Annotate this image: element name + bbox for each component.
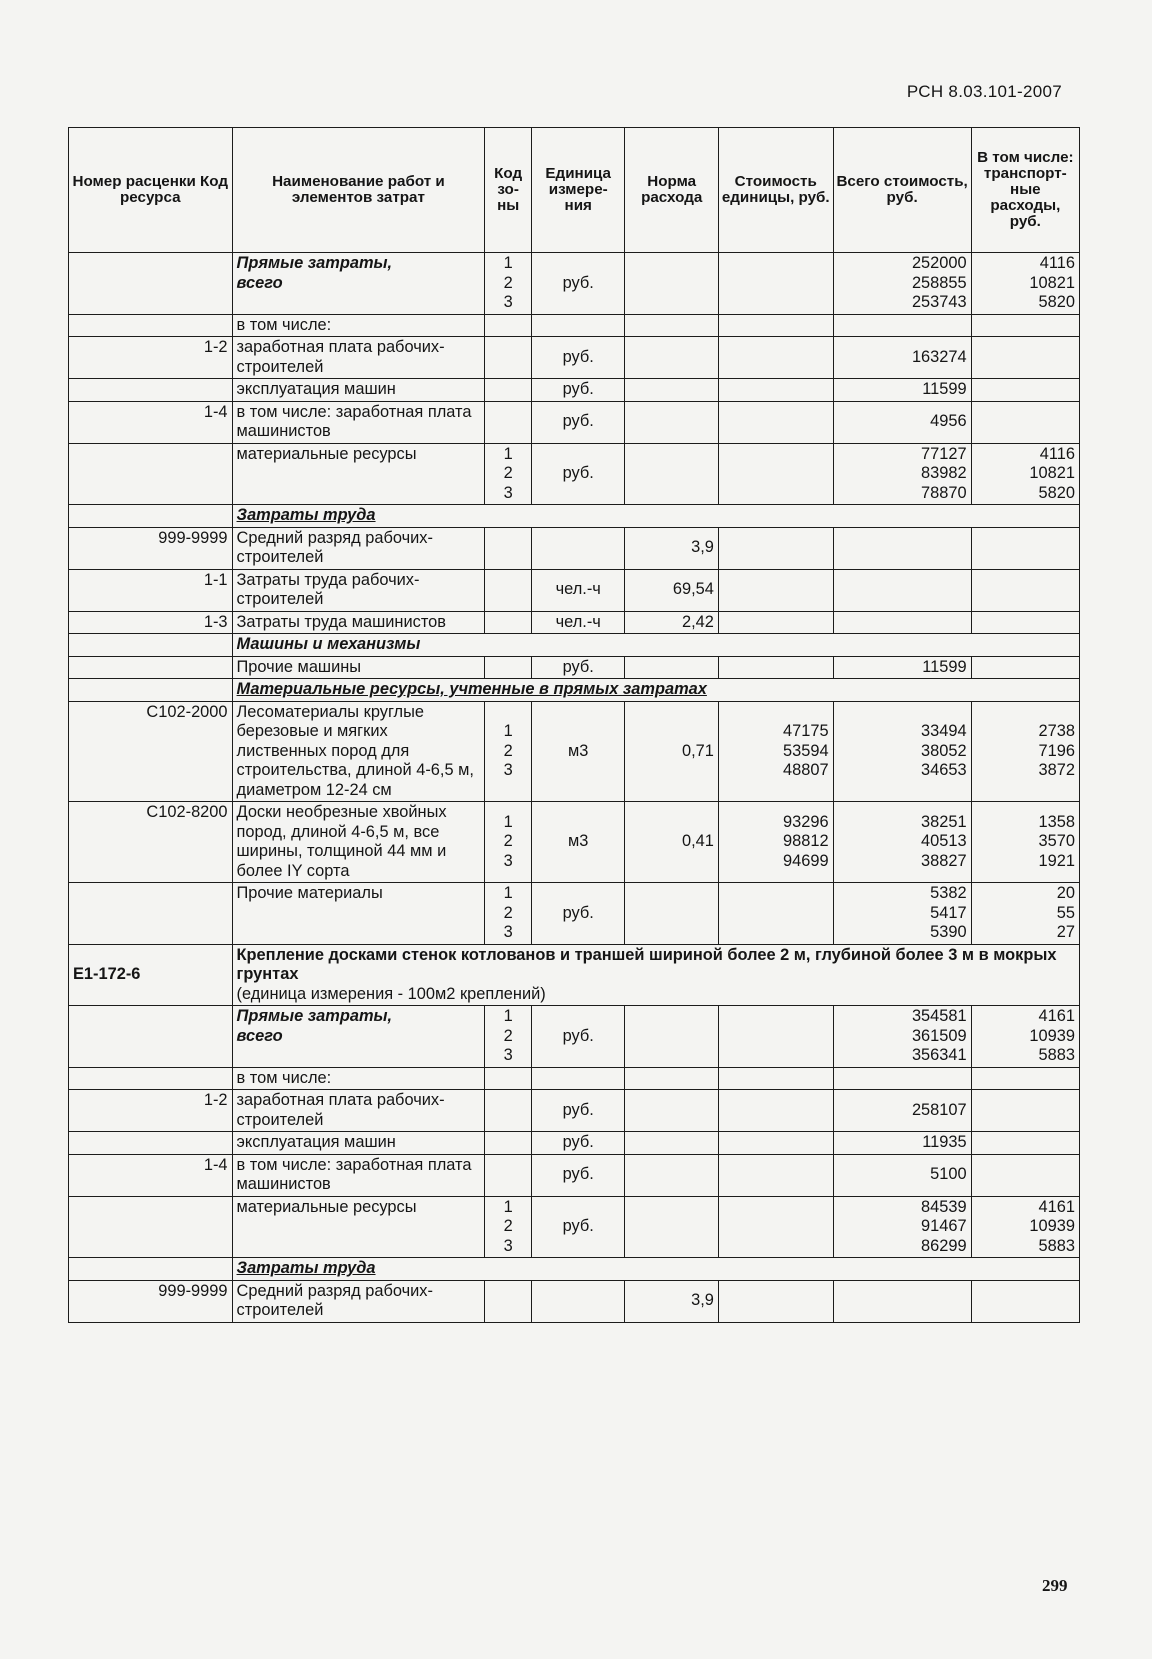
table-row xyxy=(69,1196,1080,1258)
row-norm: 3,9 xyxy=(625,1280,718,1322)
row-name: заработная плата рабочих-строителей xyxy=(232,1090,485,1132)
row-unit: руб. xyxy=(532,443,625,505)
row-name: Лесоматериалы круглые березовые и мягких лиственных пород для строительства, длиной 4-6,5 м, диаметром 12-24 см xyxy=(232,701,485,802)
section-title: Материальные ресурсы, учтенные в прямых затратах xyxy=(232,679,1079,702)
header-norm: Норма расхода xyxy=(625,128,718,253)
row-norm: 0,41 xyxy=(625,802,718,883)
row-total: 4956 xyxy=(833,401,971,443)
row-total: 5100 xyxy=(833,1154,971,1196)
row-transport: 4161 10939 5883 xyxy=(971,1196,1079,1258)
row-name: Доски необрезные хвойных пород, длиной 4-6,5 м, все ширины, толщиной 44 мм и более IY сорта xyxy=(232,802,485,883)
row-code: 999-9999 xyxy=(69,1280,233,1322)
row-total: 84539 91467 86299 xyxy=(833,1196,971,1258)
header-transport: В том числе: транспорт- ные расходы, руб. xyxy=(971,128,1079,253)
table-row xyxy=(69,1006,1080,1068)
row-unit: чел.-ч xyxy=(532,569,625,611)
row-name: материальные ресурсы xyxy=(232,1196,485,1258)
table-row xyxy=(69,883,1080,945)
row-norm: 69,54 xyxy=(625,569,718,611)
row-code: 1-3 xyxy=(69,611,233,634)
row-transport: 4116 10821 5820 xyxy=(971,253,1079,315)
page-number: 299 xyxy=(1042,1576,1068,1595)
row-name: Средний разряд рабочих-строителей xyxy=(232,527,485,569)
row-total: 11935 xyxy=(833,1132,971,1155)
row-unit: руб. xyxy=(532,379,625,402)
row-norm: 0,71 xyxy=(625,701,718,802)
row-transport: 2738 7196 3872 xyxy=(971,701,1079,802)
header-zone: Код зо- ны xyxy=(485,128,532,253)
row-name: материальные ресурсы xyxy=(232,443,485,505)
table-row xyxy=(69,1132,1080,1155)
rate-title: Крепление досками стенок котлованов и траншей шириной более 2 м, глубиной более 3 м в мокрых грунтах xyxy=(236,945,1057,983)
row-code: 1-4 xyxy=(69,401,233,443)
header-unit: Единица измере- ния xyxy=(532,128,625,253)
table-row xyxy=(69,611,1080,634)
row-code: 999-9999 xyxy=(69,527,233,569)
row-code: 1-2 xyxy=(69,1090,233,1132)
row-total: 33494 38052 34653 xyxy=(833,701,971,802)
row-name: Затраты труда рабочих-строителей xyxy=(232,569,485,611)
table-row xyxy=(69,527,1080,569)
row-norm: 3,9 xyxy=(625,527,718,569)
section-title-row xyxy=(69,634,1080,657)
row-unit: м3 xyxy=(532,701,625,802)
row-name: заработная плата рабочих-строителей xyxy=(232,337,485,379)
row-unit: руб. xyxy=(532,1154,625,1196)
rate-code: Е1-172-6 xyxy=(69,944,233,1006)
section-title: Машины и механизмы xyxy=(232,634,1079,657)
header-total: Всего стоимость, руб. xyxy=(833,128,971,253)
row-code: 1-1 xyxy=(69,569,233,611)
row-unit: руб. xyxy=(532,253,625,315)
row-transport: 20 55 27 xyxy=(971,883,1079,945)
row-zones: 1 2 3 xyxy=(485,253,532,315)
table-row xyxy=(69,569,1080,611)
row-transport: 4116 10821 5820 xyxy=(971,443,1079,505)
table-row xyxy=(69,379,1080,402)
section-title-row xyxy=(69,505,1080,528)
row-transport: 4161 10939 5883 xyxy=(971,1006,1079,1068)
row-total: 38251 40513 38827 xyxy=(833,802,971,883)
row-unit: руб. xyxy=(532,656,625,679)
row-name: в том числе: xyxy=(232,314,485,337)
table-row xyxy=(69,314,1080,337)
row-unit: руб. xyxy=(532,1196,625,1258)
header-code: Номер расценки Код ресурса xyxy=(69,128,233,253)
table-row xyxy=(69,1280,1080,1322)
row-zones: 1 2 3 xyxy=(485,701,532,802)
row-zones: 1 2 3 xyxy=(485,1006,532,1068)
row-unit: м3 xyxy=(532,802,625,883)
table-row xyxy=(69,337,1080,379)
rate-title-row xyxy=(69,944,1080,1006)
row-code: 1-4 xyxy=(69,1154,233,1196)
row-unit-cost: 93296 98812 94699 xyxy=(718,802,833,883)
row-unit: чел.-ч xyxy=(532,611,625,634)
row-code: 1-2 xyxy=(69,337,233,379)
row-unit: руб. xyxy=(532,1006,625,1068)
rates-table xyxy=(68,127,1080,1323)
row-total: 5382 5417 5390 xyxy=(833,883,971,945)
row-total: 11599 xyxy=(833,379,971,402)
table-row xyxy=(69,443,1080,505)
row-name: эксплуатация машин xyxy=(232,1132,485,1155)
row-name: Прямые затраты, всего xyxy=(232,253,485,315)
row-unit: руб. xyxy=(532,883,625,945)
row-name: эксплуатация машин xyxy=(232,379,485,402)
row-total: 258107 xyxy=(833,1090,971,1132)
row-unit: руб. xyxy=(532,1132,625,1155)
section-title: Затраты труда xyxy=(232,1258,1079,1281)
rate-unit-note: (единица измерения - 100м2 креплений) xyxy=(236,984,546,1003)
header-unit-cost: Стоимость единицы, руб. xyxy=(718,128,833,253)
row-code: С102-8200 xyxy=(69,802,233,883)
row-unit: руб. xyxy=(532,1090,625,1132)
table-row xyxy=(69,253,1080,315)
rate-title-cell xyxy=(232,944,1079,1006)
row-name: Средний разряд рабочих-строителей xyxy=(232,1280,485,1322)
row-total: 354581 361509 356341 xyxy=(833,1006,971,1068)
row-unit: руб. xyxy=(532,337,625,379)
row-name: Затраты труда машинистов xyxy=(232,611,485,634)
row-name: в том числе: заработная плата машинистов xyxy=(232,401,485,443)
row-zones: 1 2 3 xyxy=(485,443,532,505)
table-header-row xyxy=(69,128,1080,253)
row-unit: руб. xyxy=(532,401,625,443)
row-zones: 1 2 3 xyxy=(485,883,532,945)
section-title-row xyxy=(69,1258,1080,1281)
row-total: 11599 xyxy=(833,656,971,679)
section-title-row xyxy=(69,679,1080,702)
row-norm: 2,42 xyxy=(625,611,718,634)
row-name: Прямые затраты, всего xyxy=(232,1006,485,1068)
row-name: Прочие машины xyxy=(232,656,485,679)
table-row xyxy=(69,1090,1080,1132)
header-name: Наименование работ и элементов затрат xyxy=(232,128,485,253)
table-row xyxy=(69,1067,1080,1090)
table-row xyxy=(69,701,1080,802)
row-transport: 1358 3570 1921 xyxy=(971,802,1079,883)
row-unit-cost: 47175 53594 48807 xyxy=(718,701,833,802)
table-row xyxy=(69,802,1080,883)
table-row xyxy=(69,1154,1080,1196)
row-total: 252000 258855 253743 xyxy=(833,253,971,315)
row-total: 77127 83982 78870 xyxy=(833,443,971,505)
row-total: 163274 xyxy=(833,337,971,379)
row-zones: 1 2 3 xyxy=(485,802,532,883)
table-row xyxy=(69,656,1080,679)
row-name: в том числе: xyxy=(232,1067,485,1090)
row-zones: 1 2 3 xyxy=(485,1196,532,1258)
table-row xyxy=(69,401,1080,443)
row-name: Прочие материалы xyxy=(232,883,485,945)
row-name: в том числе: заработная плата машинистов xyxy=(232,1154,485,1196)
row-code: С102-2000 xyxy=(69,701,233,802)
document-code: РСН 8.03.101-2007 xyxy=(906,82,1062,101)
section-title: Затраты труда xyxy=(232,505,1079,528)
